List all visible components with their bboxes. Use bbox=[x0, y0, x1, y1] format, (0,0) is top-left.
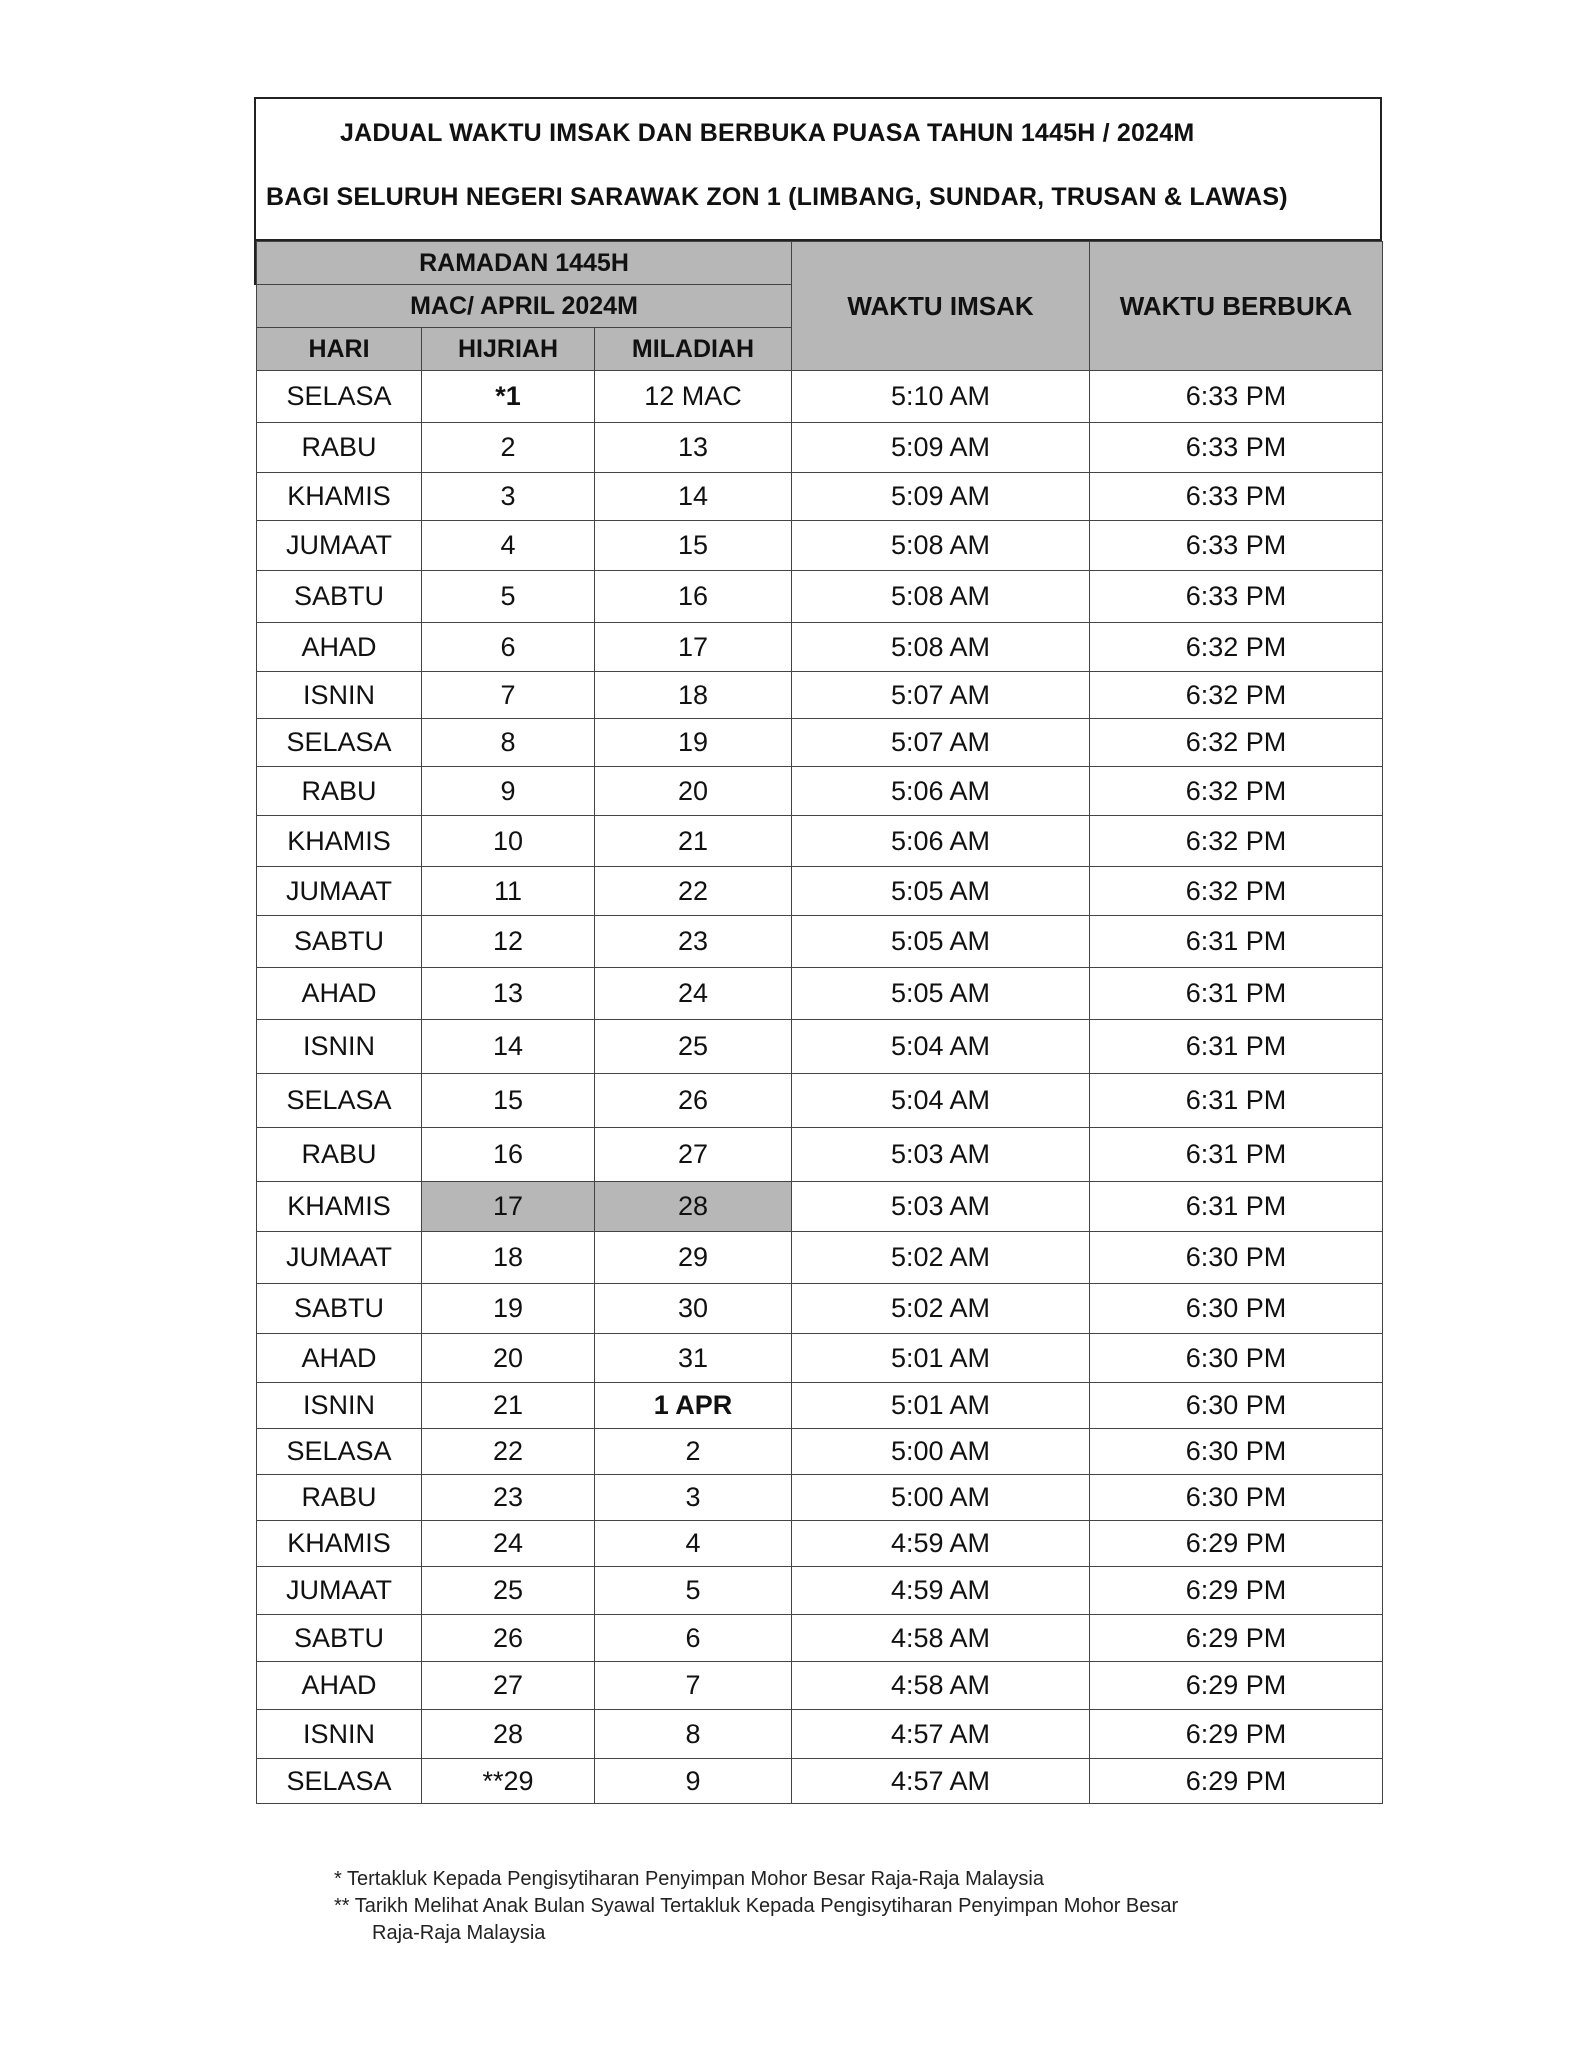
imsak-cell: 5:07 AM bbox=[792, 719, 1090, 767]
table-body bbox=[257, 371, 1383, 1804]
table-row bbox=[257, 371, 1383, 423]
imsak-cell: 5:06 AM bbox=[792, 767, 1090, 816]
hijriah-cell: 26 bbox=[422, 1615, 595, 1662]
imsak-header: WAKTU IMSAK bbox=[792, 242, 1090, 371]
hijriah-cell: 12 bbox=[422, 916, 595, 968]
table-row bbox=[257, 1521, 1383, 1567]
hari-cell: AHAD bbox=[257, 968, 422, 1020]
miladiah-cell: 13 bbox=[595, 423, 792, 473]
miladiah-cell: 22 bbox=[595, 867, 792, 916]
berbuka-cell: 6:33 PM bbox=[1090, 521, 1383, 571]
hijriah-cell: 6 bbox=[422, 623, 595, 672]
hijriah-cell: 23 bbox=[422, 1475, 595, 1521]
miladiah-cell: 8 bbox=[595, 1710, 792, 1759]
hijriah-cell: 8 bbox=[422, 719, 595, 767]
table-row bbox=[257, 571, 1383, 623]
berbuka-cell: 6:33 PM bbox=[1090, 423, 1383, 473]
hijriah-cell: 27 bbox=[422, 1662, 595, 1710]
hijriah-cell: 13 bbox=[422, 968, 595, 1020]
hari-cell: RABU bbox=[257, 1475, 422, 1521]
document-title: JADUAL WAKTU IMSAK DAN BERBUKA PUASA TAHUN 1445H / 2024M bbox=[340, 119, 1195, 147]
table-row bbox=[257, 816, 1383, 867]
hijriah-cell: 5 bbox=[422, 571, 595, 623]
miladiah-cell: 6 bbox=[595, 1615, 792, 1662]
table-row bbox=[257, 1074, 1383, 1128]
table-row bbox=[257, 1182, 1383, 1232]
hari-cell: RABU bbox=[257, 423, 422, 473]
hijriah-cell: 20 bbox=[422, 1334, 595, 1383]
berbuka-cell: 6:32 PM bbox=[1090, 672, 1383, 719]
berbuka-cell: 6:30 PM bbox=[1090, 1334, 1383, 1383]
berbuka-cell: 6:33 PM bbox=[1090, 571, 1383, 623]
imsak-cell: 4:58 AM bbox=[792, 1662, 1090, 1710]
title-box bbox=[254, 97, 1382, 241]
miladiah-cell: 12 MAC bbox=[595, 371, 792, 423]
miladiah-cell: 25 bbox=[595, 1020, 792, 1074]
hari-cell: RABU bbox=[257, 1128, 422, 1182]
hari-cell: SELASA bbox=[257, 719, 422, 767]
miladiah-cell: 7 bbox=[595, 1662, 792, 1710]
hijriah-cell: 15 bbox=[422, 1074, 595, 1128]
table-row bbox=[257, 1759, 1383, 1804]
imsak-cell: 5:09 AM bbox=[792, 423, 1090, 473]
table-row bbox=[257, 1128, 1383, 1182]
hijriah-cell: 21 bbox=[422, 1383, 595, 1429]
table-header bbox=[257, 242, 1383, 371]
berbuka-cell: 6:33 PM bbox=[1090, 473, 1383, 521]
table-row bbox=[257, 1020, 1383, 1074]
miladiah-cell: 18 bbox=[595, 672, 792, 719]
miladiah-cell: 14 bbox=[595, 473, 792, 521]
table-row bbox=[257, 423, 1383, 473]
footnote-2-continued: Raja-Raja Malaysia bbox=[372, 1922, 546, 1944]
table-row bbox=[257, 767, 1383, 816]
miladiah-cell: 27 bbox=[595, 1128, 792, 1182]
hari-cell: JUMAAT bbox=[257, 867, 422, 916]
schedule-table bbox=[256, 241, 1383, 1804]
footnote-2: ** Tarikh Melihat Anak Bulan Syawal Tertakluk Kepada Pengisytiharan Penyimpan Mohor Besar bbox=[334, 1895, 1179, 1917]
table-row bbox=[257, 473, 1383, 521]
table-row bbox=[257, 719, 1383, 767]
berbuka-cell: 6:33 PM bbox=[1090, 371, 1383, 423]
table-row bbox=[257, 1615, 1383, 1662]
hijriah-cell: 10 bbox=[422, 816, 595, 867]
miladiah-header: MILADIAH bbox=[595, 328, 792, 371]
berbuka-cell: 6:30 PM bbox=[1090, 1429, 1383, 1475]
berbuka-cell: 6:32 PM bbox=[1090, 867, 1383, 916]
imsak-cell: 4:59 AM bbox=[792, 1567, 1090, 1615]
hijriah-cell: 11 bbox=[422, 867, 595, 916]
hijriah-cell: 24 bbox=[422, 1521, 595, 1567]
document-subtitle: BAGI SELURUH NEGERI SARAWAK ZON 1 (LIMBANG, SUNDAR, TRUSAN & LAWAS) bbox=[266, 183, 1288, 211]
hari-cell: KHAMIS bbox=[257, 816, 422, 867]
berbuka-cell: 6:32 PM bbox=[1090, 623, 1383, 672]
imsak-cell: 5:08 AM bbox=[792, 571, 1090, 623]
berbuka-cell: 6:31 PM bbox=[1090, 1074, 1383, 1128]
berbuka-cell: 6:32 PM bbox=[1090, 816, 1383, 867]
hari-cell: JUMAAT bbox=[257, 1567, 422, 1615]
table-row bbox=[257, 672, 1383, 719]
imsak-cell: 4:59 AM bbox=[792, 1521, 1090, 1567]
berbuka-cell: 6:29 PM bbox=[1090, 1710, 1383, 1759]
table-row bbox=[257, 1475, 1383, 1521]
month-header: MAC/ APRIL 2024M bbox=[257, 285, 792, 328]
hari-cell: SABTU bbox=[257, 1615, 422, 1662]
table-row bbox=[257, 867, 1383, 916]
hari-cell: SELASA bbox=[257, 1429, 422, 1475]
berbuka-cell: 6:31 PM bbox=[1090, 916, 1383, 968]
berbuka-header: WAKTU BERBUKA bbox=[1090, 242, 1383, 371]
imsak-cell: 5:07 AM bbox=[792, 672, 1090, 719]
hari-cell: AHAD bbox=[257, 1334, 422, 1383]
table-row bbox=[257, 1232, 1383, 1284]
table-row bbox=[257, 1567, 1383, 1615]
berbuka-cell: 6:29 PM bbox=[1090, 1615, 1383, 1662]
hijriah-cell: 2 bbox=[422, 423, 595, 473]
hijriah-cell: 16 bbox=[422, 1128, 595, 1182]
imsak-cell: 5:00 AM bbox=[792, 1475, 1090, 1521]
miladiah-cell: 26 bbox=[595, 1074, 792, 1128]
table-row bbox=[257, 1429, 1383, 1475]
miladiah-cell: 21 bbox=[595, 816, 792, 867]
imsak-cell: 4:57 AM bbox=[792, 1759, 1090, 1804]
imsak-cell: 4:57 AM bbox=[792, 1710, 1090, 1759]
miladiah-cell: 29 bbox=[595, 1232, 792, 1284]
hijriah-cell: 22 bbox=[422, 1429, 595, 1475]
miladiah-cell: 15 bbox=[595, 521, 792, 571]
imsak-cell: 5:02 AM bbox=[792, 1232, 1090, 1284]
hari-cell: SELASA bbox=[257, 371, 422, 423]
hari-cell: SELASA bbox=[257, 1759, 422, 1804]
miladiah-cell: 19 bbox=[595, 719, 792, 767]
berbuka-cell: 6:30 PM bbox=[1090, 1284, 1383, 1334]
imsak-cell: 5:09 AM bbox=[792, 473, 1090, 521]
berbuka-cell: 6:31 PM bbox=[1090, 968, 1383, 1020]
hari-cell: ISNIN bbox=[257, 672, 422, 719]
hijriah-cell: 17 bbox=[422, 1182, 595, 1232]
berbuka-cell: 6:29 PM bbox=[1090, 1759, 1383, 1804]
table-row bbox=[257, 1284, 1383, 1334]
table-row bbox=[257, 1383, 1383, 1429]
hari-header: HARI bbox=[257, 328, 422, 371]
hari-cell: JUMAAT bbox=[257, 1232, 422, 1284]
table-row bbox=[257, 1334, 1383, 1383]
berbuka-cell: 6:29 PM bbox=[1090, 1567, 1383, 1615]
imsak-cell: 5:01 AM bbox=[792, 1334, 1090, 1383]
hari-cell: KHAMIS bbox=[257, 1182, 422, 1232]
miladiah-cell: 9 bbox=[595, 1759, 792, 1804]
ramadan-header: RAMADAN 1445H bbox=[257, 242, 792, 285]
berbuka-cell: 6:32 PM bbox=[1090, 719, 1383, 767]
hijriah-cell: 9 bbox=[422, 767, 595, 816]
imsak-cell: 5:03 AM bbox=[792, 1128, 1090, 1182]
miladiah-cell: 16 bbox=[595, 571, 792, 623]
hari-cell: JUMAAT bbox=[257, 521, 422, 571]
hari-cell: KHAMIS bbox=[257, 473, 422, 521]
berbuka-cell: 6:29 PM bbox=[1090, 1662, 1383, 1710]
berbuka-cell: 6:31 PM bbox=[1090, 1128, 1383, 1182]
footnotes bbox=[334, 1866, 1178, 1947]
hari-cell: SABTU bbox=[257, 571, 422, 623]
miladiah-cell: 17 bbox=[595, 623, 792, 672]
hari-cell: ISNIN bbox=[257, 1383, 422, 1429]
imsak-cell: 5:03 AM bbox=[792, 1182, 1090, 1232]
miladiah-cell: 20 bbox=[595, 767, 792, 816]
berbuka-cell: 6:30 PM bbox=[1090, 1232, 1383, 1284]
miladiah-cell: 1 APR bbox=[595, 1383, 792, 1429]
hijriah-cell: 3 bbox=[422, 473, 595, 521]
hijriah-cell: 18 bbox=[422, 1232, 595, 1284]
miladiah-cell: 23 bbox=[595, 916, 792, 968]
hijriah-cell: 4 bbox=[422, 521, 595, 571]
imsak-cell: 4:58 AM bbox=[792, 1615, 1090, 1662]
imsak-cell: 5:04 AM bbox=[792, 1074, 1090, 1128]
hari-cell: SELASA bbox=[257, 1074, 422, 1128]
miladiah-cell: 31 bbox=[595, 1334, 792, 1383]
imsak-cell: 5:05 AM bbox=[792, 916, 1090, 968]
hari-cell: RABU bbox=[257, 767, 422, 816]
hijriah-cell: 25 bbox=[422, 1567, 595, 1615]
hijriah-cell: **29 bbox=[422, 1759, 595, 1804]
hijriah-cell: 28 bbox=[422, 1710, 595, 1759]
hari-cell: SABTU bbox=[257, 916, 422, 968]
table-row bbox=[257, 916, 1383, 968]
hari-cell: ISNIN bbox=[257, 1710, 422, 1759]
footnote-1: * Tertakluk Kepada Pengisytiharan Penyimpan Mohor Besar Raja-Raja Malaysia bbox=[334, 1868, 1044, 1890]
imsak-cell: 5:01 AM bbox=[792, 1383, 1090, 1429]
imsak-cell: 5:10 AM bbox=[792, 371, 1090, 423]
miladiah-cell: 3 bbox=[595, 1475, 792, 1521]
table-row bbox=[257, 1662, 1383, 1710]
berbuka-cell: 6:31 PM bbox=[1090, 1182, 1383, 1232]
hari-cell: AHAD bbox=[257, 623, 422, 672]
miladiah-cell: 28 bbox=[595, 1182, 792, 1232]
table-row bbox=[257, 521, 1383, 571]
hari-cell: KHAMIS bbox=[257, 1521, 422, 1567]
berbuka-cell: 6:31 PM bbox=[1090, 1020, 1383, 1074]
miladiah-cell: 30 bbox=[595, 1284, 792, 1334]
imsak-cell: 5:04 AM bbox=[792, 1020, 1090, 1074]
miladiah-cell: 24 bbox=[595, 968, 792, 1020]
hari-cell: ISNIN bbox=[257, 1020, 422, 1074]
table-row bbox=[257, 623, 1383, 672]
miladiah-cell: 4 bbox=[595, 1521, 792, 1567]
imsak-cell: 5:00 AM bbox=[792, 1429, 1090, 1475]
imsak-cell: 5:08 AM bbox=[792, 623, 1090, 672]
hari-cell: AHAD bbox=[257, 1662, 422, 1710]
imsak-cell: 5:05 AM bbox=[792, 867, 1090, 916]
miladiah-cell: 5 bbox=[595, 1567, 792, 1615]
hijriah-cell: 14 bbox=[422, 1020, 595, 1074]
hijriah-cell: 7 bbox=[422, 672, 595, 719]
imsak-cell: 5:06 AM bbox=[792, 816, 1090, 867]
hijriah-cell: 19 bbox=[422, 1284, 595, 1334]
hijriah-cell: *1 bbox=[422, 371, 595, 423]
imsak-cell: 5:02 AM bbox=[792, 1284, 1090, 1334]
berbuka-cell: 6:29 PM bbox=[1090, 1521, 1383, 1567]
table-row bbox=[257, 968, 1383, 1020]
hari-cell: SABTU bbox=[257, 1284, 422, 1334]
berbuka-cell: 6:30 PM bbox=[1090, 1383, 1383, 1429]
imsak-cell: 5:05 AM bbox=[792, 968, 1090, 1020]
miladiah-cell: 2 bbox=[595, 1429, 792, 1475]
table-row bbox=[257, 1710, 1383, 1759]
berbuka-cell: 6:32 PM bbox=[1090, 767, 1383, 816]
hijriah-header: HIJRIAH bbox=[422, 328, 595, 371]
imsak-cell: 5:08 AM bbox=[792, 521, 1090, 571]
berbuka-cell: 6:30 PM bbox=[1090, 1475, 1383, 1521]
